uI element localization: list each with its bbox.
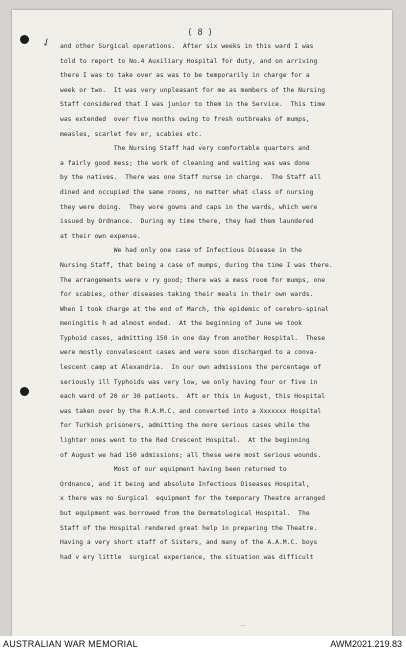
- text-line: for Turkish prisoners, admitting the more serious cases while the: [60, 422, 310, 430]
- text-line: lighter ones went to the Red Crescent Hospital. At the beginning: [60, 437, 310, 445]
- text-line: a fairly good mess; the work of cleaning and waiting was was done: [60, 159, 310, 167]
- text-line: by the natives. There was one Staff nurse in charge. The Staff all: [60, 174, 322, 182]
- text-line: Ordnance, and it being and absolute Infectious Diseases Hospital,: [60, 480, 310, 488]
- punch-hole-bottom: [20, 387, 29, 396]
- typed-text-body: [60, 40, 396, 565]
- text-line: at their own expense.: [60, 232, 141, 240]
- text-line: for scabies, other diseases taking their meals in their own wards.: [60, 291, 314, 299]
- text-line: The arrangements were v ry good; there was a mess room for mumps, one: [60, 276, 326, 284]
- text-line: week or two. It was very unpleasant for me as members of the Nursing: [60, 86, 326, 94]
- page-number: ( 8 ): [187, 28, 213, 38]
- text-line: had v ery little surgical experience, the situation was difficult: [60, 553, 314, 561]
- text-line: When I took charge at the end of March, the epidemic of cerebro-spinal: [60, 305, 329, 313]
- footer-id: AWM2021.219.83: [330, 639, 402, 649]
- text-line: Staff considered that I was junior to them in the Service. This time: [60, 101, 326, 109]
- text-line: dined and occupied the same rooms, no matter what class of nursing: [60, 188, 314, 196]
- text-line: each ward of 20 or 30 patients. Aft er this in August, this Hospital: [60, 393, 326, 401]
- archive-footer: [0, 636, 406, 653]
- text-line: x there was no Surgical equipment for the temporary Theatre arranged: [60, 495, 326, 503]
- faint-signature-mark: ~: [240, 622, 246, 630]
- text-line: was taken over by the R.A.M.C. and converted into a Xxxxxxx Hospital: [60, 407, 322, 415]
- text-line: Typhoid cases, admitting 150 in one day from another Hospital. These: [60, 334, 326, 342]
- text-line: of August we had 150 admissions; all these were most serious wounds.: [60, 451, 322, 459]
- text-line: there I was to take over as was to be temporarily in charge for a: [60, 72, 310, 80]
- text-line: Staff of the Hospital rendered great help in preparing the Theatre.: [60, 524, 318, 532]
- text-line: Most of our equipment having been returned to: [60, 466, 287, 474]
- footer-source: AUSTRALIAN WAR MEMORIAL: [3, 639, 138, 649]
- text-line: seriously ill Typhoids was very low, we only having four or five in: [60, 378, 318, 386]
- text-line: and other Surgical operations. After six weeks in this ward I was: [60, 43, 314, 50]
- text-line: measles, scarlet fev er, scabies etc.: [60, 130, 203, 138]
- text-line: they were doing. They wore gowns and caps in the wards, which were: [60, 203, 318, 211]
- text-line: The Nursing Staff had very comfortable quarters and: [60, 145, 310, 153]
- text-line: told to report to No.4 Auxiliary Hospital for duty, and on arriving: [60, 57, 318, 65]
- text-line: were mostly convalescent cases and were soon discharged to a conva-: [60, 349, 318, 357]
- text-line: but equipment was borrowed from the Dermatological Hospital. The: [60, 510, 310, 517]
- text-line: Having a very short staff of Sisters, and many of the A.A.M.C. boys: [60, 539, 318, 547]
- pencil-mark-icon: ✓: [39, 34, 54, 51]
- text-line: was extended over five months owing to fresh outbreaks of mumps,: [60, 115, 310, 123]
- punch-hole-top: [20, 35, 29, 44]
- text-line: meningitis h ad almost ended. At the beginning of June we took: [60, 320, 302, 328]
- text-line: Nursing Staff, that being a case of mumps, during the time I was there.: [60, 261, 333, 269]
- text-line: lescent camp at Alexandria. In our own admissions the percentage of: [60, 364, 322, 372]
- text-line: issued by Ordnance. During my time there, they had them laundered: [60, 218, 314, 226]
- text-line: We had only one case of Infectious Disease in the: [60, 247, 302, 255]
